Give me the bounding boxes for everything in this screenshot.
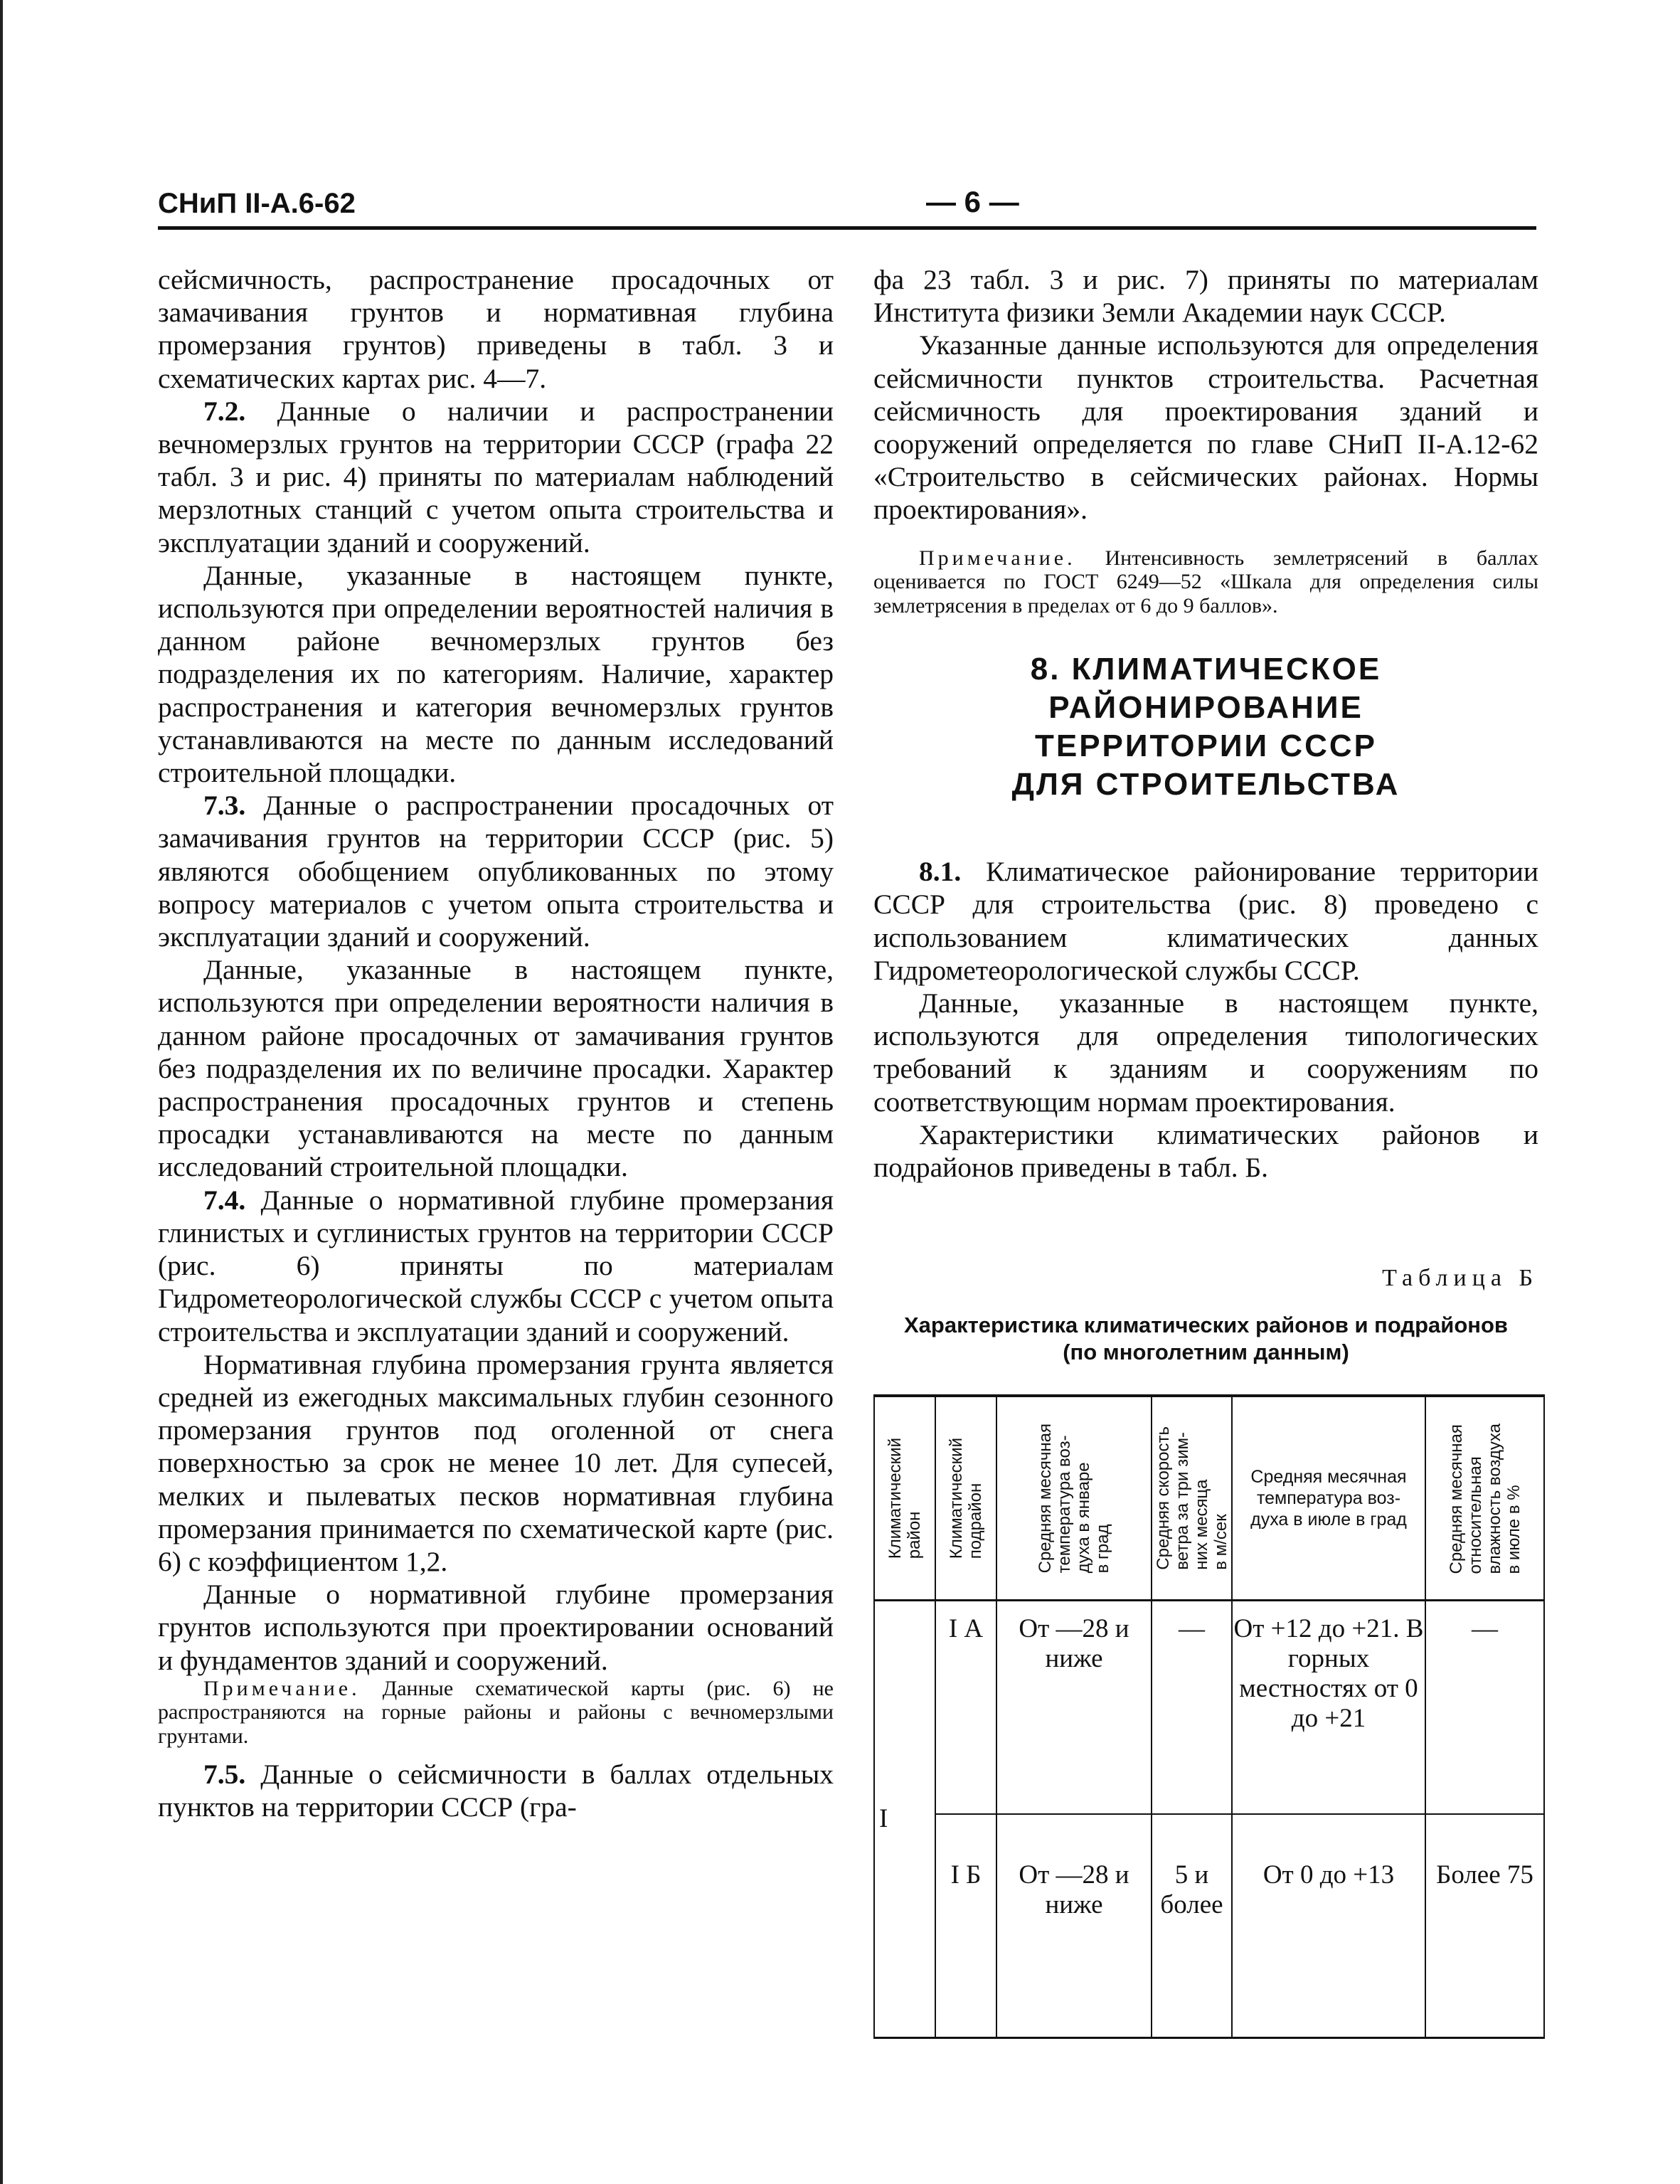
header-text: Средняя месячная относительная влажность воздуха в июле в % [1446,1423,1524,1574]
note-label: Примечание. [203,1676,361,1700]
right-column [873,263,1538,2039]
january-temp-cell: От —28 и ниже [996,1814,1152,2038]
wind-speed-cell: — [1152,1601,1232,1815]
header-text: Средняя скорость ветра за три зим- них месяца в м/сек [1153,1426,1230,1571]
paragraph: Указанные данные используются для определения сейсмичности пунктов строительства. Расчетная сейсмичность для проектирования зданий и сооружений определяется по главе СНиП II-А.12-62 «Строительство в сейсмических районах. Нормы проектирования». [873,329,1538,526]
paragraph: сейсмичность, распространение просадочных от замачивания грунтов и нормативная глубина промерзания грунтов) приведены в табл. 3 и схематических картах рис. 4—7. [158,264,834,394]
section-heading-line: ДЛЯ СТРОИТЕЛЬСТВА [1011,767,1400,802]
climate-table [873,1394,1545,2039]
paragraph: фа 23 табл. 3 и рис. 7) приняты по материалам Института физики Земли Академии наук СССР. [873,264,1538,329]
header-cell [1232,1396,1425,1601]
header-text: Средняя месячная температура воз- духа в июле в град [1250,1467,1407,1530]
subregion-cell: I А [935,1601,996,1815]
clause-number: 7.2. [203,395,246,427]
header-cell [935,1396,996,1601]
header-cell [874,1396,935,1601]
paragraph: Характеристики климатических районов и подрайонов приведены в табл. Б. [873,1118,1538,1183]
section-heading [873,650,1538,804]
paragraph: Данные о нормативной глубине промерзания грунтов используются при проектировании оснований и фундаментов зданий и сооружений. [158,1579,834,1676]
clause-number: 8.1. [919,856,962,888]
scan-edge [0,0,3,2184]
paragraph-7-3 [158,789,834,953]
paragraph-text: Климатическое районирование территории СССР для строительства (рис. 8) проведено с использованием климатических данных Гидрометеорологической службы СССР. [873,856,1538,986]
page-header [158,185,1536,228]
table-header-row [874,1396,1544,1601]
clause-number: 7.5. [203,1759,246,1791]
paragraph-7-4 [158,1184,834,1348]
paragraph: Данные, указанные в настоящем пункте, используются при определении вероятности наличия в данном районе просадочных от замачивания грунтов без подразделения их по величине просадки. Характер распространения просадочных грунтов и степень просадки устанавливаются на месте по данным исследований строительной площадки. [158,954,834,1183]
table-row [874,1601,1544,1815]
january-temp-cell: От —28 и ниже [996,1601,1152,1815]
paragraph-text: Данные о распространении просадочных от замачивания грунтов на территории СССР (рис. 5) являются обобщением опубликованных по этому вопросу материалов с учетом опыта строительства и эксплуатации зданий и сооружений. [158,790,834,953]
paragraph-8-1 [873,855,1538,987]
july-temp-cell: От 0 до +13 [1232,1814,1425,2038]
note-text: Данные схематической карты (рис. 6) не распространяются на горные районы и районы с вечномерзлыми грунтами. [158,1676,834,1748]
subregion-cell: I Б [935,1814,996,2038]
header-text: Средняя месячная температура воз- духа в январе в град [1036,1424,1112,1574]
header-text: Климатический район [886,1438,924,1559]
clause-number: 7.4. [203,1184,246,1216]
paragraph-text: Данные о нормативной глубине промерзания глинистых и суглинистых грунтов на территории СССР (рис. 6) приняты по материалам Гидрометеорологической службы СССР с учетом опыта строительства и эксплуатации зданий и сооружений. [158,1184,834,1347]
header-rule [158,226,1536,230]
table-label: Таблица Б [1382,1265,1538,1292]
paragraph-text: Данные о сейсмичности в баллах отдельных пунктов на территории СССР (гра- [158,1759,834,1823]
paragraph-text: Данные о наличии и распространении вечномерзлых грунтов на территории СССР (графа 22 табл. 3 и рис. 4) приняты по материалам наблюдений мерзлотных станций с учетом опыта строительства и эксплуатации зданий и сооружений. [158,395,834,558]
section-heading-line: ТЕРРИТОРИИ СССР [1034,728,1378,764]
header-cell [1425,1396,1544,1601]
paragraph: Данные, указанные в настоящем пункте, используются для определения типологических требований к зданиям и сооружениям по соответствующим нормам проектирования. [873,987,1538,1118]
humidity-cell: — [1425,1601,1544,1815]
clause-number: 7.3. [203,790,246,822]
footnote [158,1677,834,1749]
page-number: — 6 — [926,185,1019,218]
table-title-line: Характеристика климатических районов и подрайонов [903,1313,1508,1338]
section-heading-line: 8. КЛИМАТИЧЕСКОЕ РАЙОНИРОВАНИЕ [1030,652,1382,726]
document-code: СНиП II-А.6-62 [158,188,356,219]
july-temp-cell: От +12 до +21. В горных местностях от 0 до +21 [1232,1601,1425,1815]
note-text: Интенсивность землетрясений в баллах оценивается по ГОСТ 6249—52 «Шкала для определения силы землетрясения в пределах от 6 до 9 баллов». [873,546,1538,617]
humidity-cell: Более 75 [1425,1814,1544,2038]
paragraph-7-2 [158,395,834,559]
footnote [873,546,1538,618]
table-title [873,1312,1538,1366]
paragraph: Нормативная глубина промерзания грунта является средней из ежегодных максимальных глубин сезонного промерзания грунтов под оголенной от снега поверхностью за срок не менее 10 лет. Для супесей, мелких и пылеватых песков нормативная глубина промерзания принимается по схематической карте (рис. 6) с коэффициентом 1,2. [158,1348,834,1577]
header-text: Климатический подрайон [947,1438,985,1559]
wind-speed-cell: 5 и более [1152,1814,1232,2038]
paragraph: Данные, указанные в настоящем пункте, используются при определении вероятностей наличия в данном районе вечномерзлых грунтов без подразделения их по категориям. Наличие, характер распространения и категория вечномерзлых грунтов устанавливаются на месте по данным исследований строительной площадки. [158,559,834,789]
paragraph-7-5 [158,1758,834,1823]
header-cell [1152,1396,1232,1601]
header-cell [996,1396,1152,1601]
region-cell: I [874,1601,935,2038]
note-label: Примечание. [919,546,1076,570]
left-column [158,263,834,1824]
table-row [874,1814,1544,2038]
table-title-line: (по многолетним данным) [1063,1340,1349,1365]
